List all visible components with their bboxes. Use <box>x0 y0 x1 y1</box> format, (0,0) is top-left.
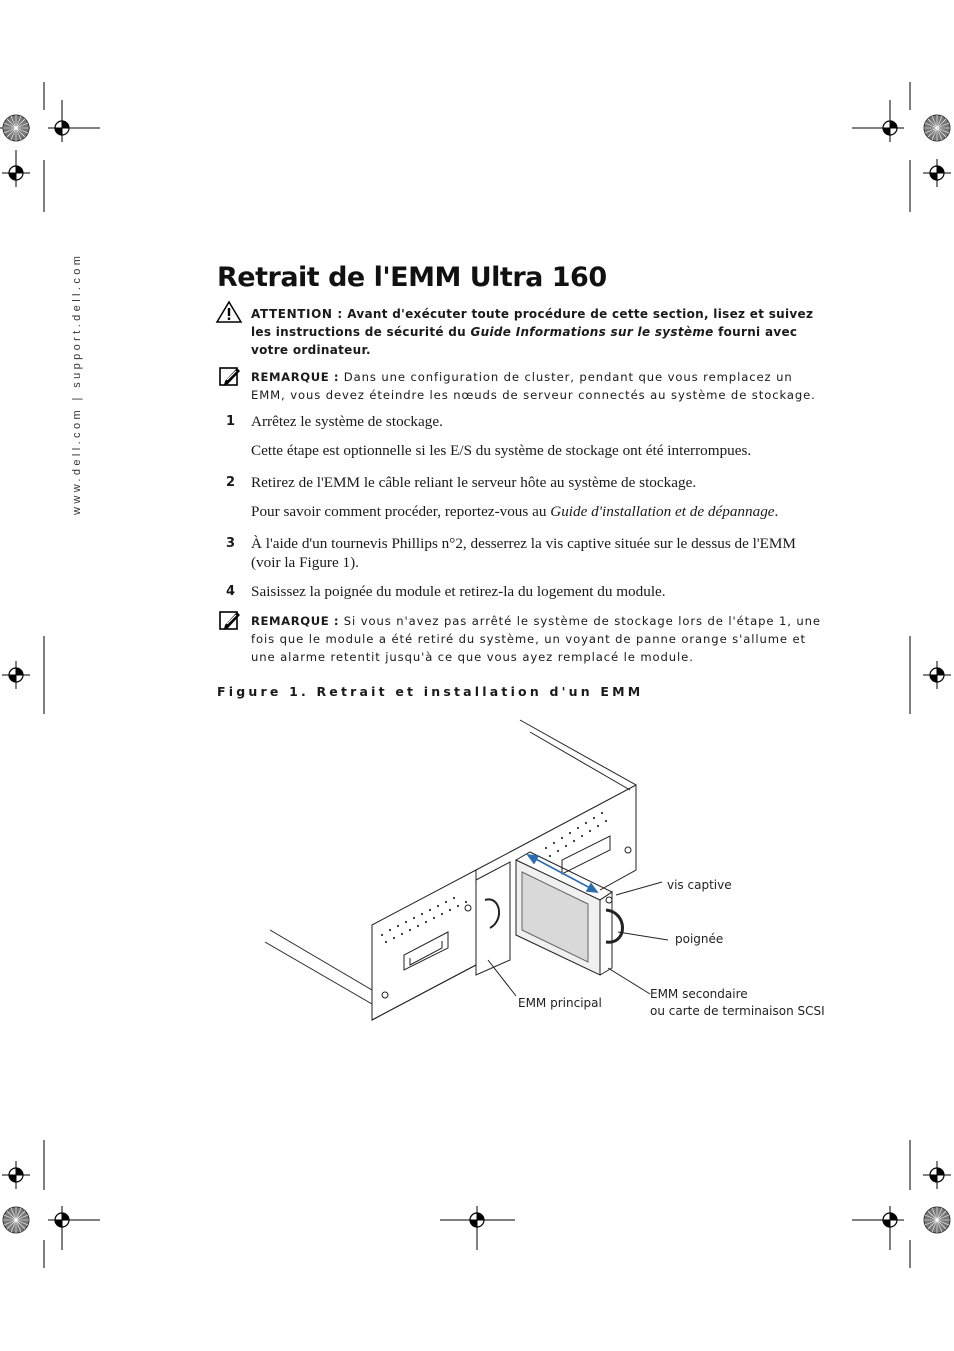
page-title: Retrait de l'EMM Ultra 160 <box>217 262 607 293</box>
caution-guide-title: Guide Informations sur le système <box>470 325 714 339</box>
step-2-sub-text: Pour savoir comment procéder, reportez-vous au <box>251 503 547 520</box>
step-1-sub: Cette étape est optionnelle si les E/S du système de stockage ont été interrompues. <box>251 442 752 459</box>
callout-secondary-emm-line2: ou carte de terminaison SCSI <box>650 1004 825 1018</box>
caution-text: Avant d'exécuter toute procédure de cette section, lisez et suivez les instructions de sécurité du <box>251 307 814 339</box>
warning-triangle-icon <box>215 300 243 324</box>
step-1-number: 1 <box>226 414 236 429</box>
step-2-guide-title: Guide d'installation et de dépannage <box>550 503 775 520</box>
callout-captive-screw: vis captive <box>667 878 732 892</box>
step-2-text: Retirez de l'EMM le câble reliant le serveur hôte au système de stockage. <box>251 474 697 491</box>
caution-label: ATTENTION : <box>251 307 343 321</box>
caution-text-end: fourni avec votre ordinateur. <box>251 325 798 357</box>
step-3-number: 3 <box>226 536 236 551</box>
note-pencil-icon <box>219 365 241 387</box>
step-4-number: 4 <box>226 584 236 599</box>
step-4-text: Saisissez la poignée du module et retirez-la du logement du module. <box>251 583 666 600</box>
note-2-label: REMARQUE : <box>251 614 340 628</box>
step-2-number: 2 <box>226 475 236 490</box>
crop-mark-top-right <box>852 82 951 212</box>
side-url: www.dell.com | support.dell.com <box>71 252 83 515</box>
figure-caption: Figure 1. Retrait et installation d'un EMM <box>217 684 644 699</box>
emm-removal-illustration <box>260 715 680 1035</box>
callout-primary-emm: EMM principal <box>518 996 602 1010</box>
step-2-sub <box>251 502 826 521</box>
callout-secondary-emm: EMM secondaire <box>650 987 748 1001</box>
note-2 <box>251 612 831 666</box>
callout-handle: poignée <box>675 932 724 946</box>
note-1-label: REMARQUE : <box>251 370 340 384</box>
step-3-text: À l'aide d'un tournevis Phillips n°2, desserrez la vis captive située sur le dessus de l'EMM (voir la Figure 1). <box>251 535 796 571</box>
note-1-text: Dans une configuration de cluster, pendant que vous remplacez un EMM, vous devez éteindre les nœuds de serveur connectés au système de stockage. <box>251 370 816 402</box>
note-2-text: Si vous n'avez pas arrêté le système de stockage lors de l'étape 1, une fois que le module a été retiré du système, un voyant de panne orange s'allume et une alarme retentit jusqu'à ce que vous ayez remplacé le module. <box>251 614 821 664</box>
crop-mark-bottom <box>2 1140 951 1268</box>
step-1-text: Arrêtez le système de stockage. <box>251 413 443 430</box>
crop-mark-top-left <box>0 82 100 212</box>
note-pencil-icon <box>219 609 241 631</box>
step-2-sub-end: . <box>774 503 779 520</box>
caution-notice <box>251 305 831 359</box>
note-1 <box>251 368 831 404</box>
